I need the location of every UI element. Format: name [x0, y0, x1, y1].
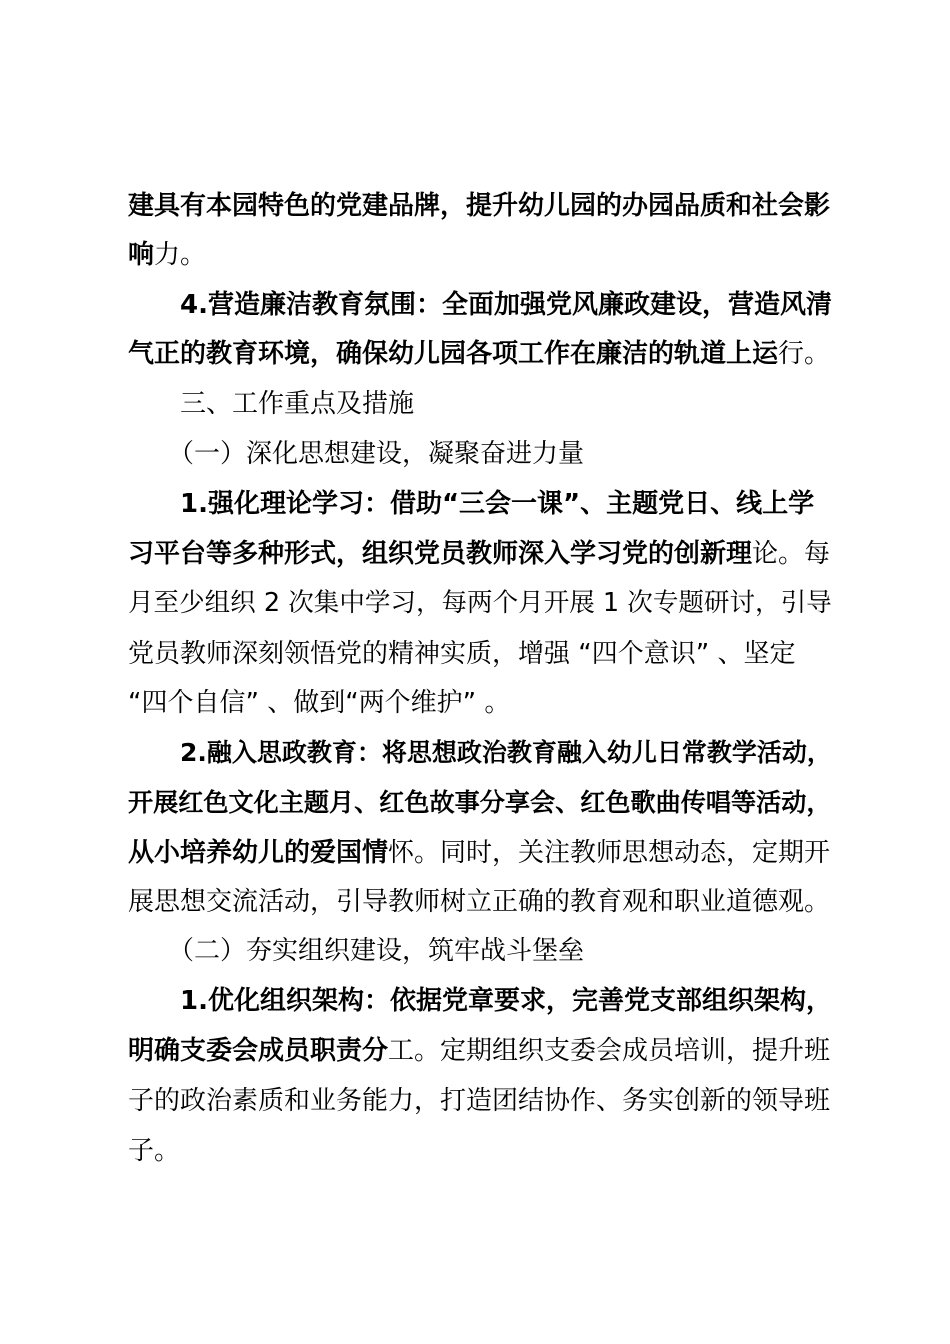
- bold-run: 习平台等多种形式，组织党员教师深入学习党的创新理: [128, 539, 753, 569]
- bold-run: 2.融入思政教育：将思想政治教育融入幼儿日常教学活动，: [180, 738, 832, 767]
- bold-run: 4.营造廉洁教育氛围：全面加强党风廉政建设，营造风清: [180, 290, 832, 320]
- bold-run: 1.优化组织架构：依据党章要求，完善党支部组织架构，: [180, 986, 832, 1016]
- text-line: [128, 585, 832, 621]
- text-line: [128, 536, 830, 572]
- normal-run: 怀。同时，关注教师思想动态，定期开: [388, 838, 831, 868]
- normal-run: 月至少组织 2 次集中学习，每两个月开展 1 次专题研讨，引导: [128, 588, 832, 618]
- normal-run: 论。每: [752, 539, 831, 569]
- bold-run: 开展红色文化主题月、红色故事分享会、红色歌曲传唱等活动，: [128, 788, 832, 817]
- normal-run: 党员教师深刻领悟党的精神实质，增强 “四个意识” 、坚定: [128, 639, 796, 669]
- bold-run: 响: [128, 240, 155, 270]
- text-line: [180, 983, 832, 1019]
- bold-run: 1.强化理论学习：借助“三会一课”、主题党日、线上学: [180, 489, 815, 519]
- text-line: [128, 835, 830, 871]
- normal-run: 子的政治素质和业务能力，打造团结协作、务实创新的领导班: [128, 1086, 831, 1116]
- text-line: [128, 685, 510, 721]
- text-line: [128, 1133, 180, 1169]
- text-line: [180, 287, 832, 323]
- normal-run: （二）夯实组织建设，筑牢战斗堡垒: [168, 936, 585, 966]
- text-line: [180, 735, 832, 771]
- text-line: [128, 884, 830, 920]
- text-line: [128, 636, 795, 672]
- normal-run: 展思想交流活动，引导教师树立正确的教育观和职业道德观。: [128, 887, 831, 917]
- bold-run: 明确支委会成员职责分: [128, 1036, 389, 1066]
- normal-run: 子。: [128, 1136, 181, 1166]
- bold-run: 建具有本园特色的党建品牌，提升幼儿园的办园品质和社会影: [128, 191, 831, 221]
- bold-run: 从小培养幼儿的爱国情: [128, 838, 389, 868]
- bold-run: 气正的教育环境，确保幼儿园各项工作在廉洁的轨道上运: [128, 339, 779, 369]
- normal-run: 工。定期组织支委会成员培训，提升班: [388, 1036, 831, 1066]
- normal-run: （一）深化思想建设，凝聚奋进力量: [168, 439, 585, 469]
- text-line: [128, 336, 830, 372]
- normal-run: “四个自信” 、做到“两个维护” 。: [128, 688, 511, 718]
- text-line: [128, 785, 832, 821]
- normal-run: 行。: [778, 339, 831, 369]
- text-line: [180, 486, 814, 522]
- normal-run: 三、工作重点及措施: [180, 389, 415, 419]
- text-line: [128, 237, 206, 273]
- section-heading: [180, 386, 414, 422]
- subsection-heading: [168, 436, 584, 472]
- normal-run: 力。: [154, 240, 207, 270]
- text-line: [128, 1033, 830, 1069]
- text-line: [128, 188, 830, 224]
- text-line: [128, 1083, 830, 1119]
- subsection-heading: [168, 933, 584, 969]
